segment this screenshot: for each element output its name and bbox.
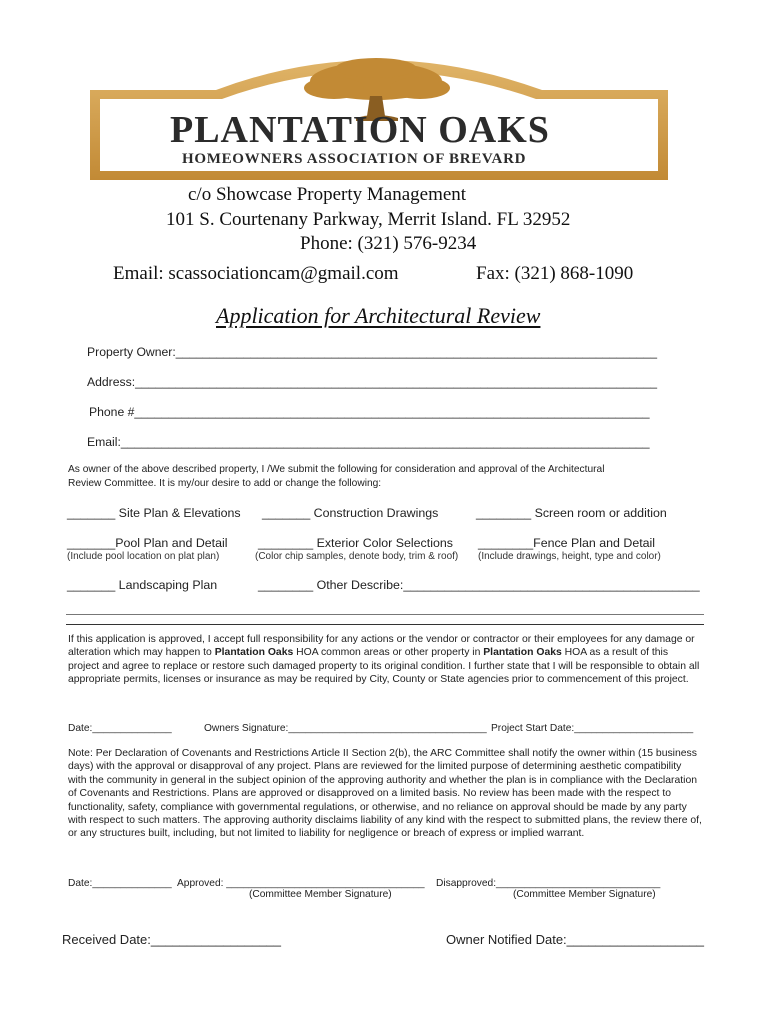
option-pool-plan[interactable]: _______Pool Plan and Detail [67,536,228,550]
responsibility-paragraph [68,633,702,687]
plantation-oaks-logo [86,38,672,184]
form-title: Application for Architectural Review [216,303,541,328]
owner-signature-field[interactable]: Owners Signature:___________________________________ [204,723,487,734]
section-divider [66,624,704,625]
responsibility-hoa-name-1: Plantation Oaks [214,647,294,659]
other-describe-line[interactable] [66,614,704,615]
responsibility-text-c: HOA common areas or other property in [293,647,484,659]
responsibility-text-a: If this application is approved, I accept full responsibility for any actions or the vendor or contractor or their employees for any damage or alteration which may happen to [68,634,695,659]
address-field[interactable]: Address:_____________________________________________________________________________ [87,375,658,389]
email-field[interactable]: Email:______________________________________________________________________________ [87,435,650,449]
logo-title: PLANTATION OAKS [170,109,550,151]
header-line-address: 101 S. Courtenany Parkway, Merrit Island. FL 32952 [166,209,571,230]
approved-signature-field[interactable]: Approved: ___________________________________ [177,878,425,889]
approved-signature-caption: (Committee Member Signature) [249,889,392,900]
responsibility-text-e: HOA as a result of this project and agree to replace or restore such damaged property to its original condition. I further state that I will be responsible to obtain all appropriate permits, licenses or insurance as may be required by City, County or State agencies prior to commencement of this project. [68,647,700,686]
option-exterior-color[interactable]: ________ Exterior Color Selections [258,536,453,550]
project-start-date-field[interactable]: Project Start Date:_____________________ [491,723,694,734]
option-landscaping-plan[interactable]: _______ Landscaping Plan [67,578,218,592]
committee-date-field[interactable]: Date:______________ [68,878,172,889]
owner-date-field[interactable]: Date:______________ [68,723,172,734]
header-phone: Phone: (321) 576-9234 [300,233,477,254]
pool-plan-note: (Include pool location on plat plan) [67,551,220,562]
property-owner-field[interactable]: Property Owner:_______________________________________________________________________ [87,345,657,359]
option-fence-plan[interactable]: ________Fence Plan and Detail [478,536,656,550]
option-construction-drawings[interactable]: _______ Construction Drawings [262,506,439,520]
fence-plan-note: (Include drawings, height, type and color) [478,551,661,562]
option-screen-room[interactable]: ________ Screen room or addition [476,506,667,520]
received-date-field[interactable]: Received Date:__________________ [62,932,282,947]
owner-notified-date-field[interactable]: Owner Notified Date:___________________ [446,932,705,947]
header-fax: Fax: (321) 868-1090 [476,263,634,284]
responsibility-hoa-name-2: Plantation Oaks [483,647,562,659]
disapproved-signature-field[interactable]: Disapproved:_____________________________ [436,878,661,889]
intro-line-2: Review Committee. It is my/our desire to add or change the following: [68,478,382,489]
header-email: Email: scassociationcam@gmail.com [113,263,399,284]
exterior-color-note: (Color chip samples, denote body, trim & roof) [255,551,459,562]
option-site-plan[interactable]: _______ Site Plan & Elevations [67,506,241,520]
intro-line-1: As owner of the above described property, I /We submit the following for consideration and approval of the Architectural [68,464,605,475]
disapproved-signature-caption: (Committee Member Signature) [513,889,656,900]
logo-subtitle: HOMEOWNERS ASSOCIATION OF BREVARD [182,151,527,167]
header-line-management: c/o Showcase Property Management [188,184,467,205]
option-other-describe[interactable]: ________ Other Describe:___________________________________________ [258,578,700,592]
phone-field[interactable]: Phone #____________________________________________________________________________ [89,405,650,419]
note-paragraph: Note: Per Declaration of Covenants and Restrictions Article II Section 2(b), the ARC Committee shall notify the owner within (15 business days) with the approval or disapproval of any project. Plans are reviewed for the limited purpose of determining aesthetic compatibility with the community in general in the subject opinion of the approving authority and whether the plan is in compliance with the Declaration of Covenants and Restrictions. Plans are approved or disapproved on a limited basis. No review has been made with the respect to functionality, safety, compliance with governmental regulations, or otherwise, and no reliance on approval should be made by any party with respect to such matters. The approving authority disclaims liability of any kind with the respect to submitted plans, the review there of, or any structures built, including, but not limited to liability for negligence or breach of express or implied warrant. [68,748,702,840]
